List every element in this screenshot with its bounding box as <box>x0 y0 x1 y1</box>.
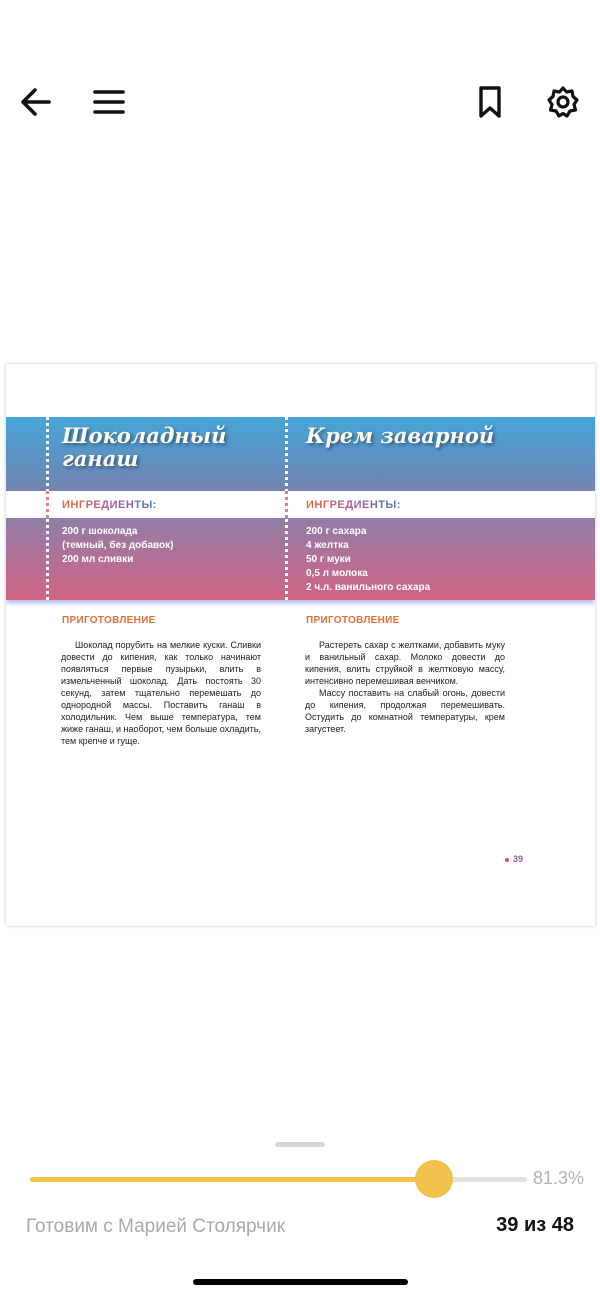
drawer-grabber[interactable] <box>275 1142 325 1147</box>
ingredient-item: 2 ч.л. ванильного сахара <box>306 582 431 593</box>
bookmark-icon <box>476 85 504 119</box>
preparation-paragraph: Растереть сахар с желтками, добавить муку и ванильный сахар. Молоко довести до кипения, влить струйкой в желтковую массу, интенсивно перемешивая венчиком. <box>305 640 505 686</box>
book-title[interactable]: Готовим с Марией Столярчик <box>26 1216 286 1237</box>
preparation-paragraph: Шоколад порубить на мелкие куски. Сливки довести до кипения, как только начинают появляться первые пузырьки, влить в измельченный шоколад. Дать постоять 30 секунд, затем тщательно перемешать до однородной массы. Поставить ганаш в холодильник. Чем выше температура, тем жиже ганаш, и наоборот, чем больше охладить, тем крепче и гуще. <box>61 640 261 746</box>
ingredient-item: 200 мл сливки <box>62 554 134 565</box>
preparation-heading-left: ПРИГОТОВЛЕНИЕ <box>62 615 156 626</box>
ingredient-item: (темный, без добавок) <box>62 540 174 551</box>
ingredient-item: 0,5 л молока <box>306 568 368 579</box>
progress-slider-handle[interactable] <box>415 1160 453 1198</box>
page-counter: 39 из 48 <box>496 1214 574 1236</box>
ingredient-item: 4 желтка <box>306 540 349 551</box>
page-number: 39 <box>505 854 523 864</box>
table-of-contents-button[interactable] <box>89 82 129 122</box>
ingredient-item: 200 г сахара <box>306 526 367 537</box>
settings-button[interactable] <box>543 82 583 122</box>
progress-slider-fill <box>30 1177 434 1182</box>
preparation-heading-right: ПРИГОТОВЛЕНИЕ <box>306 615 400 626</box>
preparation-text-left <box>61 639 261 747</box>
ingredients-heading-left: ИНГРЕДИЕНТЫ: <box>62 499 157 511</box>
bullet-dot-icon <box>505 858 509 862</box>
ingredients-heading-right: ИНГРЕДИЕНТЫ: <box>306 499 401 511</box>
hamburger-menu-icon <box>92 88 126 116</box>
arrow-left-icon <box>19 85 53 119</box>
recipe-title-custard: Крем заварной <box>306 423 495 448</box>
preparation-paragraph: Массу поставить на слабый огонь, довести до кипения, продолжая перемешивать. Остудить до комнатной температуры, крем загустеет. <box>305 688 505 734</box>
bookmark-button[interactable] <box>470 82 510 122</box>
gear-icon <box>546 85 580 119</box>
home-indicator[interactable] <box>193 1279 408 1285</box>
divider-accent-right <box>285 491 288 518</box>
recipe-title-ganache: Шоколадный ганаш <box>62 423 227 471</box>
ingredient-item: 200 г шоколада <box>62 526 138 537</box>
ingredient-item: 50 г муки <box>306 554 351 565</box>
back-button[interactable] <box>16 82 56 122</box>
book-page[interactable] <box>6 364 595 926</box>
ingredients-list-left <box>62 525 173 567</box>
divider-accent-left <box>46 491 49 518</box>
ingredients-list-right <box>306 525 430 595</box>
progress-percent: 81.3% <box>532 1168 584 1188</box>
preparation-text-right <box>305 639 505 735</box>
